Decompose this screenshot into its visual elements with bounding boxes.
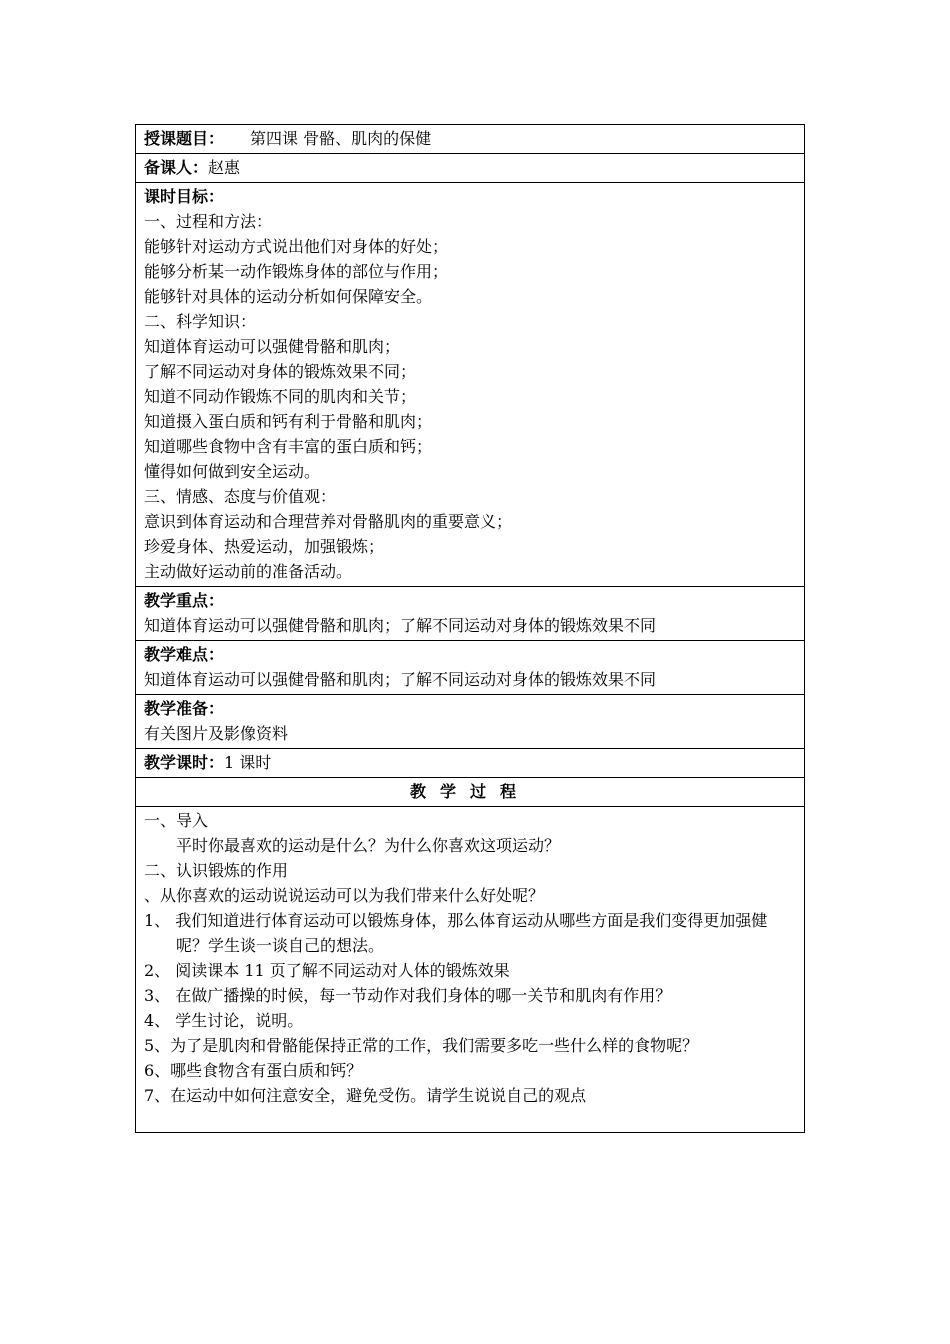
objective-line: 知道体育运动可以强健骨骼和肌肉；	[144, 337, 401, 356]
hours-label: 教学课时：	[144, 753, 225, 772]
preparation-label: 教学准备：	[144, 699, 225, 718]
objective-line: 二、科学知识：	[144, 312, 257, 331]
key-points-label: 教学重点：	[144, 591, 225, 610]
topic-row	[136, 125, 805, 154]
objective-line: 意识到体育运动和合理营养对骨骼肌肉的重要意义；	[144, 512, 513, 531]
section2-title: 二、认识锻炼的作用	[144, 861, 289, 880]
preparer-value: 赵惠	[208, 158, 241, 177]
objectives-cell	[136, 183, 805, 587]
process-item: 5、为了是肌肉和骨骼能保持正常的工作，我们需要多吃一些什么样的食物呢？	[144, 1036, 699, 1055]
hours-row	[136, 749, 805, 778]
objective-line: 懂得如何做到安全运动。	[144, 462, 321, 481]
intro-title: 一、导入	[144, 811, 209, 830]
hours-value: 1 课时	[224, 753, 272, 772]
lesson-plan-table	[135, 124, 805, 1133]
difficulties-label: 教学难点：	[144, 645, 225, 664]
objective-line: 知道摄入蛋白质和钙有利于骨骼和肌肉；	[144, 412, 433, 431]
topic-cell	[136, 125, 805, 154]
topic-value: 第四课 骨骼、肌肉的保健	[250, 129, 432, 148]
objective-line: 知道哪些食物中含有丰富的蛋白质和钙；	[144, 437, 433, 456]
objective-line: 知道不同动作锻炼不同的肌肉和关节；	[144, 387, 417, 406]
process-item: 6、哪些食物含有蛋白质和钙？	[144, 1061, 363, 1080]
preparer-cell	[136, 154, 805, 183]
process-item: 2、 阅读课本 11 页了解不同运动对人体的锻炼效果	[144, 961, 510, 980]
objective-line: 三、情感、态度与价值观：	[144, 487, 337, 506]
objectives-row	[136, 183, 805, 587]
process-row	[136, 807, 805, 1133]
section2-lead: 、从你喜欢的运动说说运动可以为我们带来什么好处呢？	[144, 886, 545, 905]
preparation-cell	[136, 695, 805, 749]
process-heading-row	[136, 778, 805, 807]
topic-label: 授课题目：	[144, 129, 225, 148]
objective-line: 珍爱身体、热爱运动，加强锻炼；	[144, 537, 385, 556]
difficulties-cell	[136, 641, 805, 695]
process-item: 7、在运动中如何注意安全，避免受伤。请学生说说自己的观点	[144, 1086, 587, 1105]
key-points-row	[136, 587, 805, 641]
preparer-label: 备课人：	[144, 158, 209, 177]
key-points-cell	[136, 587, 805, 641]
intro-text: 平时你最喜欢的运动是什么？为什么你喜欢这项运动？	[176, 836, 561, 855]
process-heading: 教学过程	[136, 778, 805, 807]
objectives-label: 课时目标：	[144, 187, 225, 206]
difficulties-value: 知道体育运动可以强健骨骼和肌肉；了解不同运动对身体的锻炼效果不同	[144, 670, 657, 689]
preparation-value: 有关图片及影像资料	[144, 724, 289, 743]
key-points-value: 知道体育运动可以强健骨骼和肌肉；了解不同运动对身体的锻炼效果不同	[144, 616, 657, 635]
hours-cell	[136, 749, 805, 778]
objective-line: 主动做好运动前的准备活动。	[144, 562, 353, 581]
blank-space	[144, 1108, 796, 1130]
objective-line: 能够分析某一动作锻炼身体的部位与作用；	[144, 262, 449, 281]
objective-line: 能够针对具体的运动分析如何保障安全。	[144, 287, 433, 306]
preparation-row	[136, 695, 805, 749]
process-item: 3、 在做广播操的时候，每一节动作对我们身体的哪一关节和肌肉有作用？	[144, 986, 672, 1005]
process-item: 4、 学生讨论，说明。	[144, 1011, 304, 1030]
objective-line: 一、过程和方法：	[144, 212, 273, 231]
process-item: 1、 我们知道进行体育运动可以锻炼身体，那么体育运动从哪些方面是我们变得更加强健呢？学生谈一谈自己的想法。	[144, 911, 768, 955]
process-cell	[136, 807, 805, 1133]
preparer-row	[136, 154, 805, 183]
objective-line: 能够针对运动方式说出他们对身体的好处；	[144, 237, 449, 256]
difficulties-row	[136, 641, 805, 695]
objective-line: 了解不同运动对身体的锻炼效果不同；	[144, 362, 417, 381]
